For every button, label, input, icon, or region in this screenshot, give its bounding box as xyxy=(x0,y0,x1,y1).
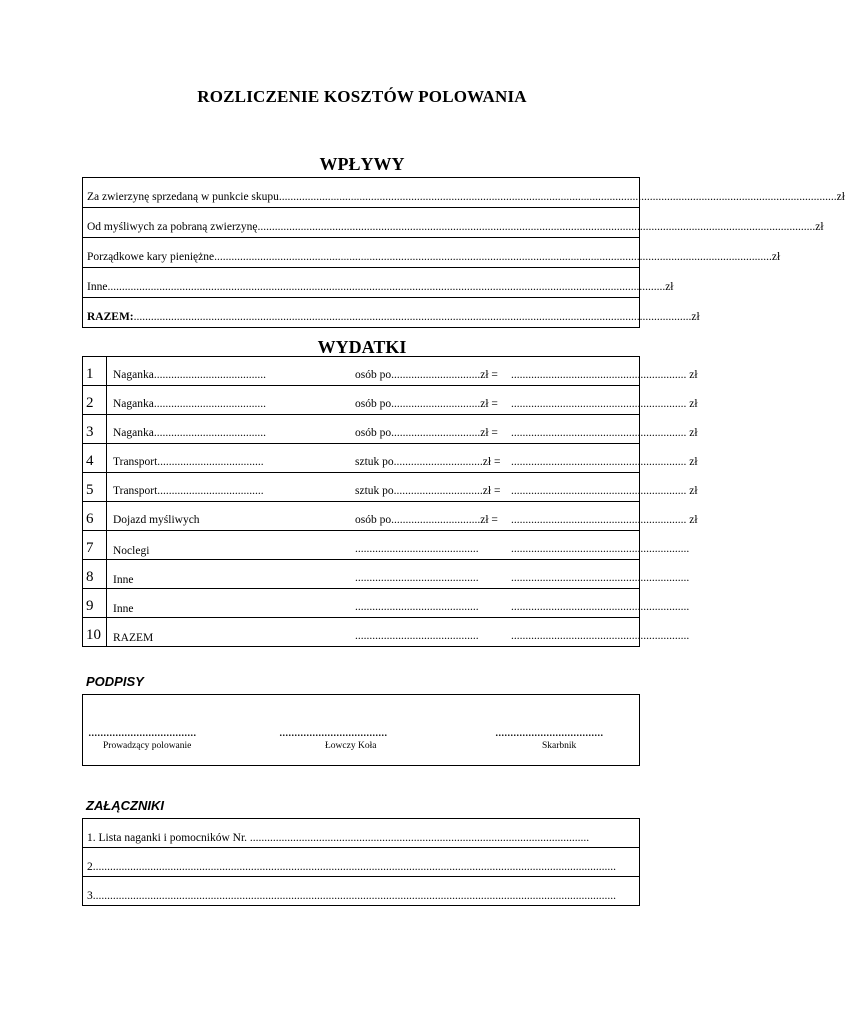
expense-amount-field[interactable]: .............................................................. xyxy=(511,630,690,642)
signature-line[interactable]: .................................... xyxy=(495,725,603,740)
expense-row xyxy=(83,502,698,531)
expense-amount-field[interactable]: ............................................................. zł xyxy=(511,427,698,439)
income-row xyxy=(83,268,674,298)
row-number: 6 xyxy=(83,502,107,530)
expense-row xyxy=(83,531,690,560)
expense-amount-field[interactable]: ............................................................. zł xyxy=(511,369,698,381)
attachment-row xyxy=(83,848,639,877)
attachments-heading: ZAŁĄCZNIKI xyxy=(86,798,164,813)
row-number: 1 xyxy=(83,357,107,385)
expense-row xyxy=(83,444,698,473)
expense-calc-field[interactable]: osób po...............................zł = xyxy=(355,427,498,439)
expense-calc-field[interactable]: osób po...............................zł = xyxy=(355,369,498,381)
expenses-table xyxy=(82,356,698,647)
row-number: 7 xyxy=(83,531,107,559)
signature-line[interactable]: .................................... xyxy=(88,725,196,740)
fill-in-line[interactable]: .................................................................................................................................................................................................. xyxy=(107,281,666,293)
attachment-row xyxy=(83,819,639,848)
expense-name: RAZEM xyxy=(113,632,154,644)
fill-in-line[interactable]: .................................................................................................................................................................................................. xyxy=(133,311,692,323)
expense-calc-field[interactable]: ........................................... xyxy=(355,572,479,584)
income-table xyxy=(82,177,845,328)
row-number: 10 xyxy=(83,618,107,646)
income-row xyxy=(83,238,781,268)
expense-amount-field[interactable]: .............................................................. xyxy=(511,543,690,555)
fill-in-line[interactable]: .................................................................................................................................................................................................. xyxy=(257,221,816,233)
expense-name: Transport..................................... xyxy=(113,485,264,497)
signature-label: Łowczy Koła xyxy=(325,741,377,751)
expense-amount-field[interactable]: ............................................................. zł xyxy=(511,514,698,526)
expense-calc-field[interactable]: osób po...............................zł = xyxy=(355,398,498,410)
expense-name: Naganka....................................... xyxy=(113,398,266,410)
expense-calc-field[interactable]: ........................................... xyxy=(355,543,479,555)
currency-unit: zł xyxy=(815,221,824,233)
signatures-box xyxy=(82,694,640,766)
expense-row xyxy=(83,473,698,502)
income-row-label: Od myśliwych za pobraną zwierzynę xyxy=(87,221,258,233)
currency-unit: zł xyxy=(665,281,674,293)
income-row-label: Inne xyxy=(87,281,108,293)
income-row xyxy=(83,208,824,238)
row-number: 9 xyxy=(83,589,107,617)
currency-unit: zł xyxy=(691,311,700,323)
income-total-label: RAZEM: xyxy=(87,311,134,323)
row-number: 3 xyxy=(83,415,107,443)
expense-amount-field[interactable]: ............................................................. zł xyxy=(511,398,698,410)
expense-row xyxy=(83,357,698,386)
expense-name: Inne xyxy=(113,603,134,615)
row-number: 5 xyxy=(83,473,107,501)
expense-amount-field[interactable]: ............................................................. zł xyxy=(511,485,698,497)
attachments-table xyxy=(82,818,640,906)
fill-in-line[interactable]: .................................................................................................................................................................................................. xyxy=(214,251,772,263)
expense-row xyxy=(83,386,698,415)
attachment-field[interactable]: 1. Lista naganki i pomocników Nr. ...................................................................................................................... xyxy=(87,832,590,844)
signature-label: Skarbnik xyxy=(542,741,577,751)
expense-amount-field[interactable]: .............................................................. xyxy=(511,572,690,584)
signatures-heading: PODPISY xyxy=(86,674,144,689)
attachment-row xyxy=(83,877,639,905)
income-total-row xyxy=(83,298,700,327)
row-number: 4 xyxy=(83,444,107,472)
attachment-field[interactable]: 3...................................................................................................................................................................................... xyxy=(87,890,616,902)
income-row xyxy=(83,178,845,208)
expense-amount-field[interactable]: ............................................................. zł xyxy=(511,456,698,468)
document-title: ROZLICZENIE KOSZTÓW POLOWANIA xyxy=(197,87,527,106)
expense-name: Naganka....................................... xyxy=(113,369,266,381)
expense-row xyxy=(83,415,698,444)
income-heading: WPŁYWY xyxy=(319,154,405,174)
expense-calc-field[interactable]: osób po...............................zł = xyxy=(355,514,498,526)
expense-total-row xyxy=(83,618,690,646)
income-row-label: Za zwierzynę sprzedaną w punkcie skupu xyxy=(87,191,279,203)
attachment-field[interactable]: 2...................................................................................................................................................................................... xyxy=(87,861,616,873)
expense-calc-field[interactable]: ........................................... xyxy=(355,630,479,642)
expense-name: Noclegi xyxy=(113,545,150,557)
expense-calc-field[interactable]: sztuk po...............................zł = xyxy=(355,485,501,497)
currency-unit: zł xyxy=(771,251,781,263)
expenses-heading: WYDATKI xyxy=(317,337,407,357)
expense-calc-field[interactable]: ........................................... xyxy=(355,601,479,613)
currency-unit: zł xyxy=(836,191,845,203)
expense-calc-field[interactable]: sztuk po...............................zł = xyxy=(355,456,501,468)
signature-line[interactable]: .................................... xyxy=(279,725,387,740)
expense-name: Inne xyxy=(113,574,134,586)
expense-amount-field[interactable]: .............................................................. xyxy=(511,601,690,613)
signature-label: Prowadzący polowanie xyxy=(103,741,192,751)
income-row-label: Porządkowe kary pieniężne xyxy=(87,251,215,263)
expense-name: Dojazd myśliwych xyxy=(113,514,200,526)
row-number: 8 xyxy=(83,560,107,588)
expense-row xyxy=(83,560,690,589)
expense-name: Naganka....................................... xyxy=(113,427,266,439)
expense-row xyxy=(83,589,690,618)
expense-name: Transport..................................... xyxy=(113,456,264,468)
fill-in-line[interactable]: .................................................................................................................................................................................................. xyxy=(278,191,837,203)
row-number: 2 xyxy=(83,386,107,414)
